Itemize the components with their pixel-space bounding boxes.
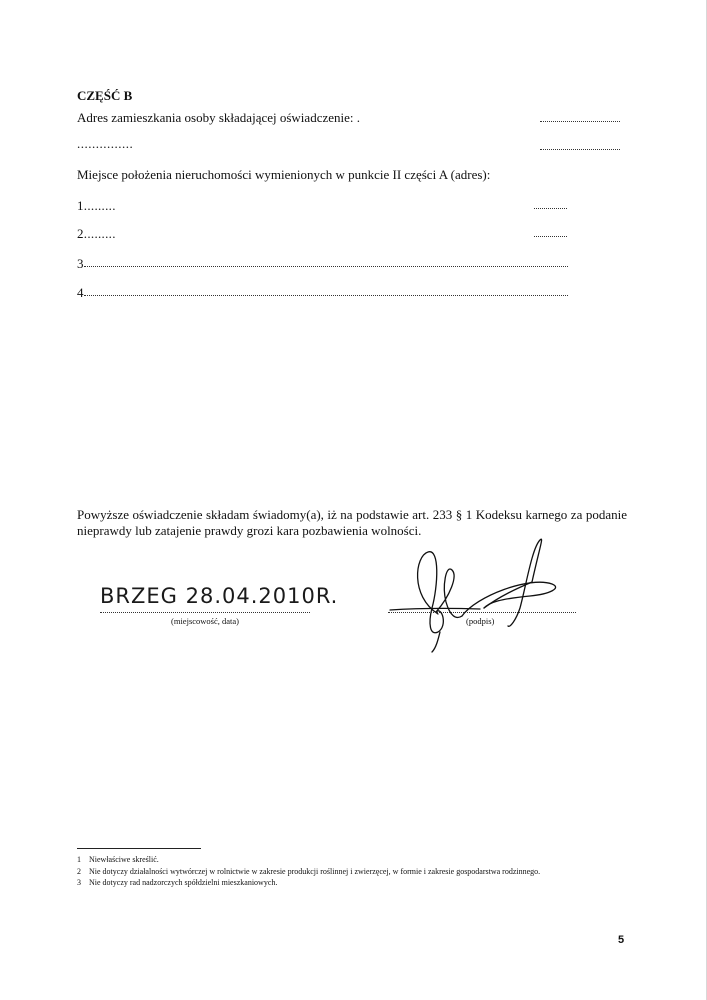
address-dots-right-2	[540, 149, 620, 150]
place-date-caption: (miejscowość, data)	[171, 616, 239, 626]
property-item-1: 1.........	[77, 198, 116, 213]
property-item-2-dots-right	[534, 236, 567, 237]
address-label: Adres zamieszkania osoby składającej oświadczenie: .	[77, 110, 360, 125]
address-row2-left: ...............	[77, 136, 134, 151]
footnote-separator	[77, 848, 201, 849]
address-dots-right-1	[540, 121, 620, 122]
place-date-dots	[100, 612, 310, 613]
footnote-1	[77, 855, 159, 864]
property-item-4: 4	[77, 285, 84, 300]
footnote-1-number: 1	[77, 855, 81, 864]
property-item-4-dots	[84, 295, 568, 296]
footnote-2-number: 2	[77, 867, 81, 876]
property-item-3-dots	[84, 266, 568, 267]
signature-image	[380, 536, 580, 656]
footnote-3-number: 3	[77, 878, 81, 887]
signature-dots	[388, 612, 576, 613]
footnote-3-text: Nie dotyczy rad nadzorczych spółdzielni mieszkaniowych.	[89, 878, 278, 887]
footnote-2	[77, 867, 540, 876]
footnote-2-text: Nie dotyczy działalności wytwórczej w rolnictwie w zakresie produkcji roślinnej i zwierzęcej, w formie i zakresie gospodarstwa rodzinnego.	[89, 867, 541, 876]
property-item-3: 3	[77, 256, 84, 271]
statement-text: Powyższe oświadczenie składam świadomy(a), iż na podstawie art. 233 § 1 Kodeksu karnego za podanie nieprawdy lub zatajenie prawdy grozi kara pozbawienia wolności.	[77, 507, 627, 538]
property-item-2: 2.........	[77, 226, 116, 241]
page-number: 5	[618, 934, 625, 946]
property-item-1-dots-right	[534, 208, 567, 209]
property-location-label: Miejsce położenia nieruchomości wymienionych w punkcie II części A (adres):	[77, 167, 491, 182]
footnote-1-text: Niewłaściwe skreślić.	[89, 855, 159, 864]
place-date-handwritten: BRZEG 28.04.2010R.	[100, 584, 339, 608]
signature-caption: (podpis)	[466, 616, 495, 626]
footnote-3	[77, 878, 277, 887]
section-heading: CZĘŚĆ B	[77, 88, 133, 103]
